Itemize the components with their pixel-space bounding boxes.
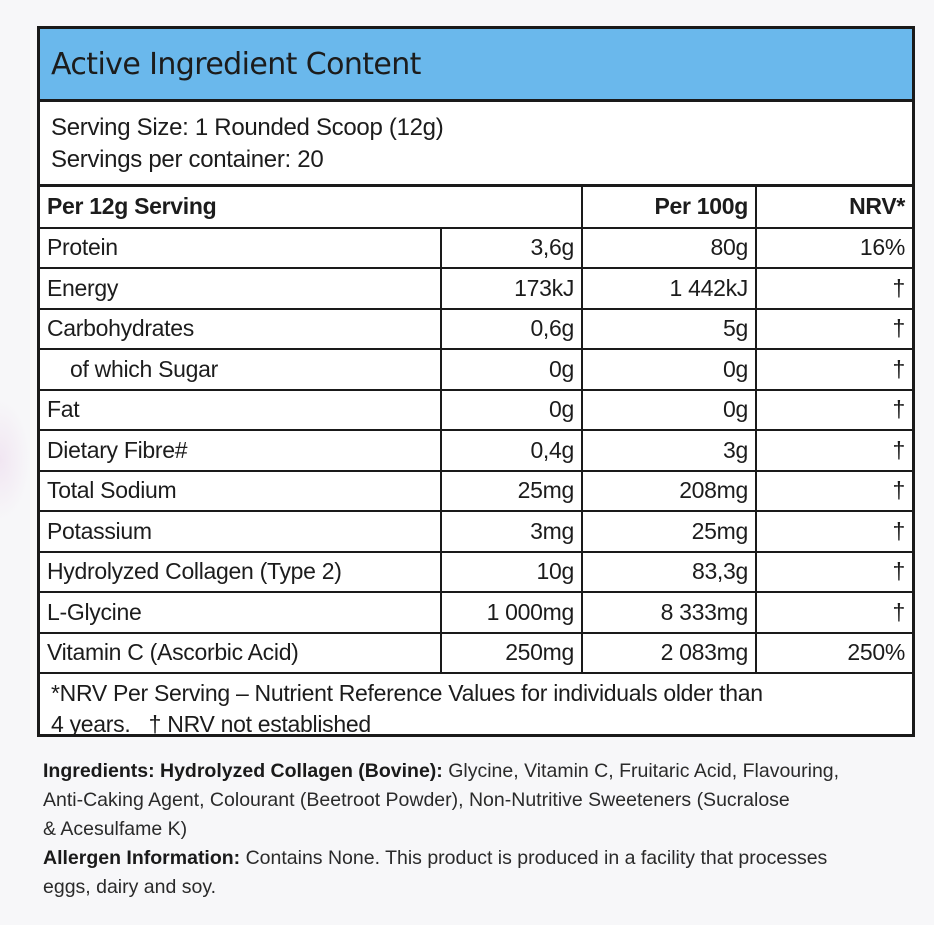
table-row — [40, 390, 912, 431]
nutrient-name: L-Glycine — [40, 592, 441, 633]
header-per-serving: Per 12g Serving — [40, 187, 582, 228]
table-row — [40, 471, 912, 512]
table-header-row — [40, 187, 912, 228]
servings-per-container: Servings per container: 20 — [51, 146, 324, 173]
nrv-value: † — [756, 552, 912, 593]
serving-size: Serving Size: 1 Rounded Scoop (12g) — [51, 114, 444, 141]
nrv-value: † — [756, 471, 912, 512]
table-row — [40, 511, 912, 552]
nrv-value: † — [756, 511, 912, 552]
header-per-100g: Per 100g — [582, 187, 756, 228]
per-serving-value: 0,6g — [441, 309, 582, 350]
allergen-text: Contains None. This product is produced in a facility that processes — [240, 847, 828, 869]
ingredients-line: & Acesulfame K) — [43, 818, 188, 840]
allergen-label: Allergen Information: — [43, 847, 241, 869]
per-serving-value: 25mg — [441, 471, 582, 512]
nrv-value: † — [756, 390, 912, 431]
per-serving-value: 0g — [441, 349, 582, 390]
per-100g-value: 0g — [582, 349, 756, 390]
allergen-line: eggs, dairy and soy. — [43, 876, 217, 898]
per-serving-value: 1 000mg — [441, 592, 582, 633]
nrv-value: † — [756, 349, 912, 390]
per-100g-value: 208mg — [582, 471, 756, 512]
nutrition-panel — [37, 26, 915, 737]
footnote-line: 4 years. † NRV not established — [51, 711, 371, 737]
table-row — [40, 552, 912, 593]
per-serving-value: 250mg — [441, 633, 582, 674]
per-100g-value: 83,3g — [582, 552, 756, 593]
table-row — [40, 592, 912, 633]
per-100g-value: 0g — [582, 390, 756, 431]
header-nrv: NRV* — [756, 187, 912, 228]
per-100g-value: 2 083mg — [582, 633, 756, 674]
table-row — [40, 430, 912, 471]
nrv-value: † — [756, 592, 912, 633]
nutrient-name: Carbohydrates — [40, 309, 441, 350]
nrv-value: 250% — [756, 633, 912, 674]
nrv-footnote — [40, 674, 912, 737]
nrv-value: † — [756, 309, 912, 350]
table-row — [40, 268, 912, 309]
ingredients-label: Ingredients: Hydrolyzed Collagen (Bovine): — [43, 760, 443, 782]
ingredients-line — [43, 757, 934, 786]
nutrient-name: of which Sugar — [40, 349, 441, 390]
nutrient-name: Dietary Fibre# — [40, 430, 441, 471]
table-row — [40, 309, 912, 350]
table-row — [40, 633, 912, 674]
nutrient-name: Total Sodium — [40, 471, 441, 512]
nutrient-name: Hydrolyzed Collagen (Type 2) — [40, 552, 441, 593]
per-100g-value: 3g — [582, 430, 756, 471]
serving-info — [40, 102, 912, 187]
ingredients-line: Anti-Caking Agent, Colourant (Beetroot Powder), Non-Nutritive Sweeteners (Sucralose — [43, 789, 790, 811]
nrv-value: † — [756, 430, 912, 471]
per-serving-value: 3,6g — [441, 228, 582, 269]
table-row — [40, 228, 912, 269]
nutrient-name: Potassium — [40, 511, 441, 552]
per-serving-value: 0g — [441, 390, 582, 431]
per-serving-value: 173kJ — [441, 268, 582, 309]
nutrient-name: Fat — [40, 390, 441, 431]
per-100g-value: 80g — [582, 228, 756, 269]
per-100g-value: 1 442kJ — [582, 268, 756, 309]
per-100g-value: 25mg — [582, 511, 756, 552]
nrv-value: † — [756, 268, 912, 309]
per-100g-value: 8 333mg — [582, 592, 756, 633]
nutrient-name: Energy — [40, 268, 441, 309]
ingredients-text: Glycine, Vitamin C, Fruitaric Acid, Flavouring, — [442, 760, 840, 782]
nutrient-name: Vitamin C (Ascorbic Acid) — [40, 633, 441, 674]
nrv-value: 16% — [756, 228, 912, 269]
nutrient-name: Protein — [40, 228, 441, 269]
per-serving-value: 0,4g — [441, 430, 582, 471]
nutrition-table — [40, 187, 912, 674]
background-watermark — [0, 400, 30, 520]
per-serving-value: 3mg — [441, 511, 582, 552]
per-100g-value: 5g — [582, 309, 756, 350]
table-row — [40, 349, 912, 390]
per-serving-value: 10g — [441, 552, 582, 593]
allergen-line — [43, 844, 934, 873]
panel-title: Active Ingredient Content — [40, 29, 912, 102]
ingredients-section — [43, 757, 934, 902]
footnote-line: *NRV Per Serving – Nutrient Reference Values for individuals older than — [51, 680, 763, 706]
